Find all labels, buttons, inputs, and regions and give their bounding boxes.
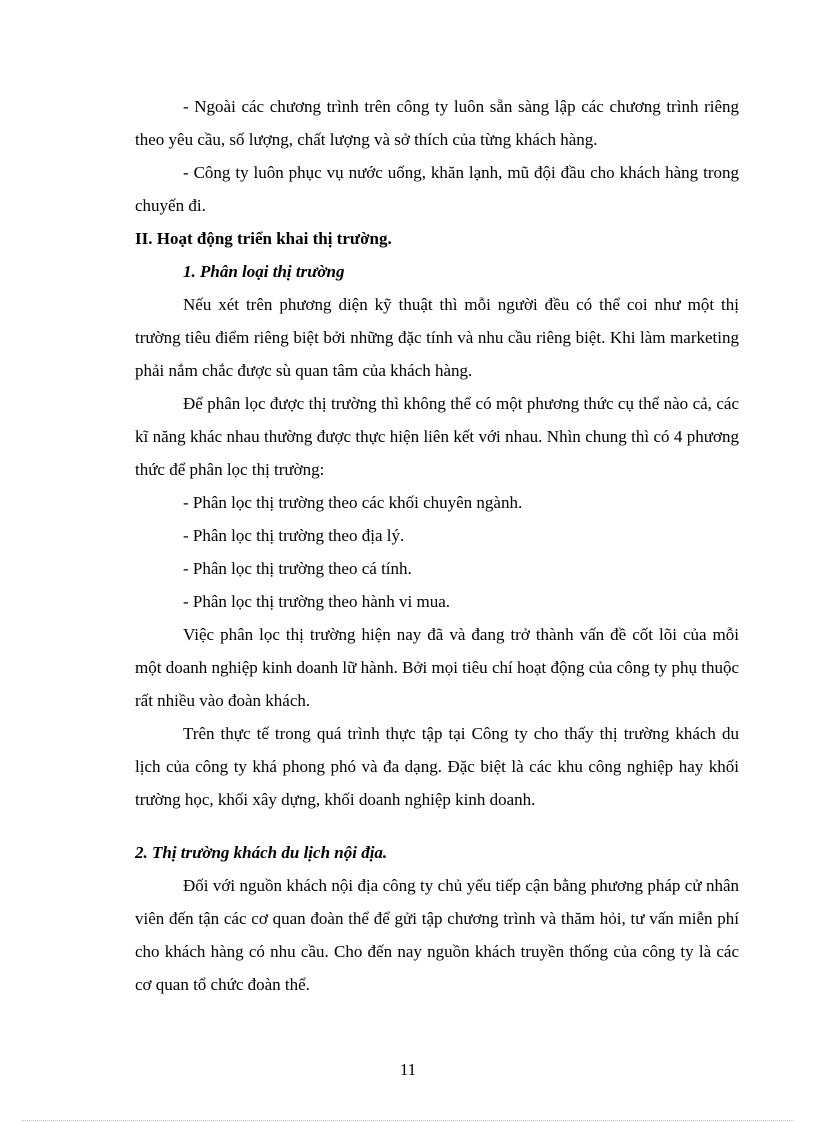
subsection-2-paragraph-1: Đối với nguồn khách nội địa công ty chủ yếu tiếp cận bằng phương pháp cử nhân viên đến tận các cơ quan đoàn thể để gửi tập chương trình và thăm hỏi, tư vấn miễn phí cho khách hàng có nhu cầu. Cho đến nay nguồn khách truyền thống của công ty là các cơ quan tổ chức đoàn thể. [135, 876, 739, 994]
page-number: 11 [399, 1060, 417, 1079]
subsection-1-paragraph-1: Nếu xét trên phương diện kỹ thuật thì mỗi người đều có thể coi như một thị trường tiêu điểm riêng biệt bởi những đặc tính và nhu cầu riêng biệt. Khi làm marketing phải nắm chắc được sù quan tâm của khách hàng. [135, 295, 739, 380]
subsection-1-paragraph-3: Việc phân lọc thị trường hiện nay đã và đang trở thành vấn đề cốt lõi của mỗi một doanh nghiệp kinh doanh lữ hành. Bởi mọi tiêu chí hoạt động của công ty phụ thuộc rất nhiều vào đoàn khách. [135, 625, 739, 710]
intro-paragraph-1: - Ngoài các chương trình trên công ty luôn sẵn sàng lập các chương trình riêng theo yêu cầu, số lượng, chất lượng và sở thích của từng khách hàng. [135, 97, 739, 149]
subsection-1-paragraph-4: Trên thực tế trong quá trình thực tập tại Công ty cho thấy thị trường khách du lịch của công ty khá phong phó và đa dạng. Đặc biệt là các khu công nghiệp hay khối trường học, khối xây dựng, khối doanh nghiệp kinh doanh. [135, 724, 739, 809]
intro-paragraph-2: - Công ty luôn phục vụ nước uống, khăn lạnh, mũ đội đầu cho khách hàng trong chuyến đi. [135, 163, 739, 215]
section-spacer [135, 816, 739, 836]
page-bottom-divider [22, 1120, 794, 1121]
list-item: - Phân lọc thị trường theo cá tính. [183, 559, 412, 578]
subsection-1-paragraph-2: Để phân lọc được thị trường thì không thể có một phương thức cụ thể nào cả, các kĩ năng khác nhau thường được thực hiện liên kết với nhau. Nhìn chung thì có 4 phương thức để phân lọc thị trường: [135, 394, 739, 479]
section-heading: II. Hoạt động triển khai thị trường. [135, 229, 392, 248]
list-item: - Phân lọc thị trường theo các khối chuyên ngành. [183, 493, 523, 512]
subsection-2-heading: 2. Thị trường khách du lịch nội địa. [135, 843, 388, 862]
subsection-1-heading: 1. Phân loại thị trường [183, 262, 345, 281]
list-item: - Phân lọc thị trường theo hành vi mua. [183, 592, 451, 611]
document-page [135, 90, 739, 1001]
list-item: - Phân lọc thị trường theo địa lý. [183, 526, 405, 545]
